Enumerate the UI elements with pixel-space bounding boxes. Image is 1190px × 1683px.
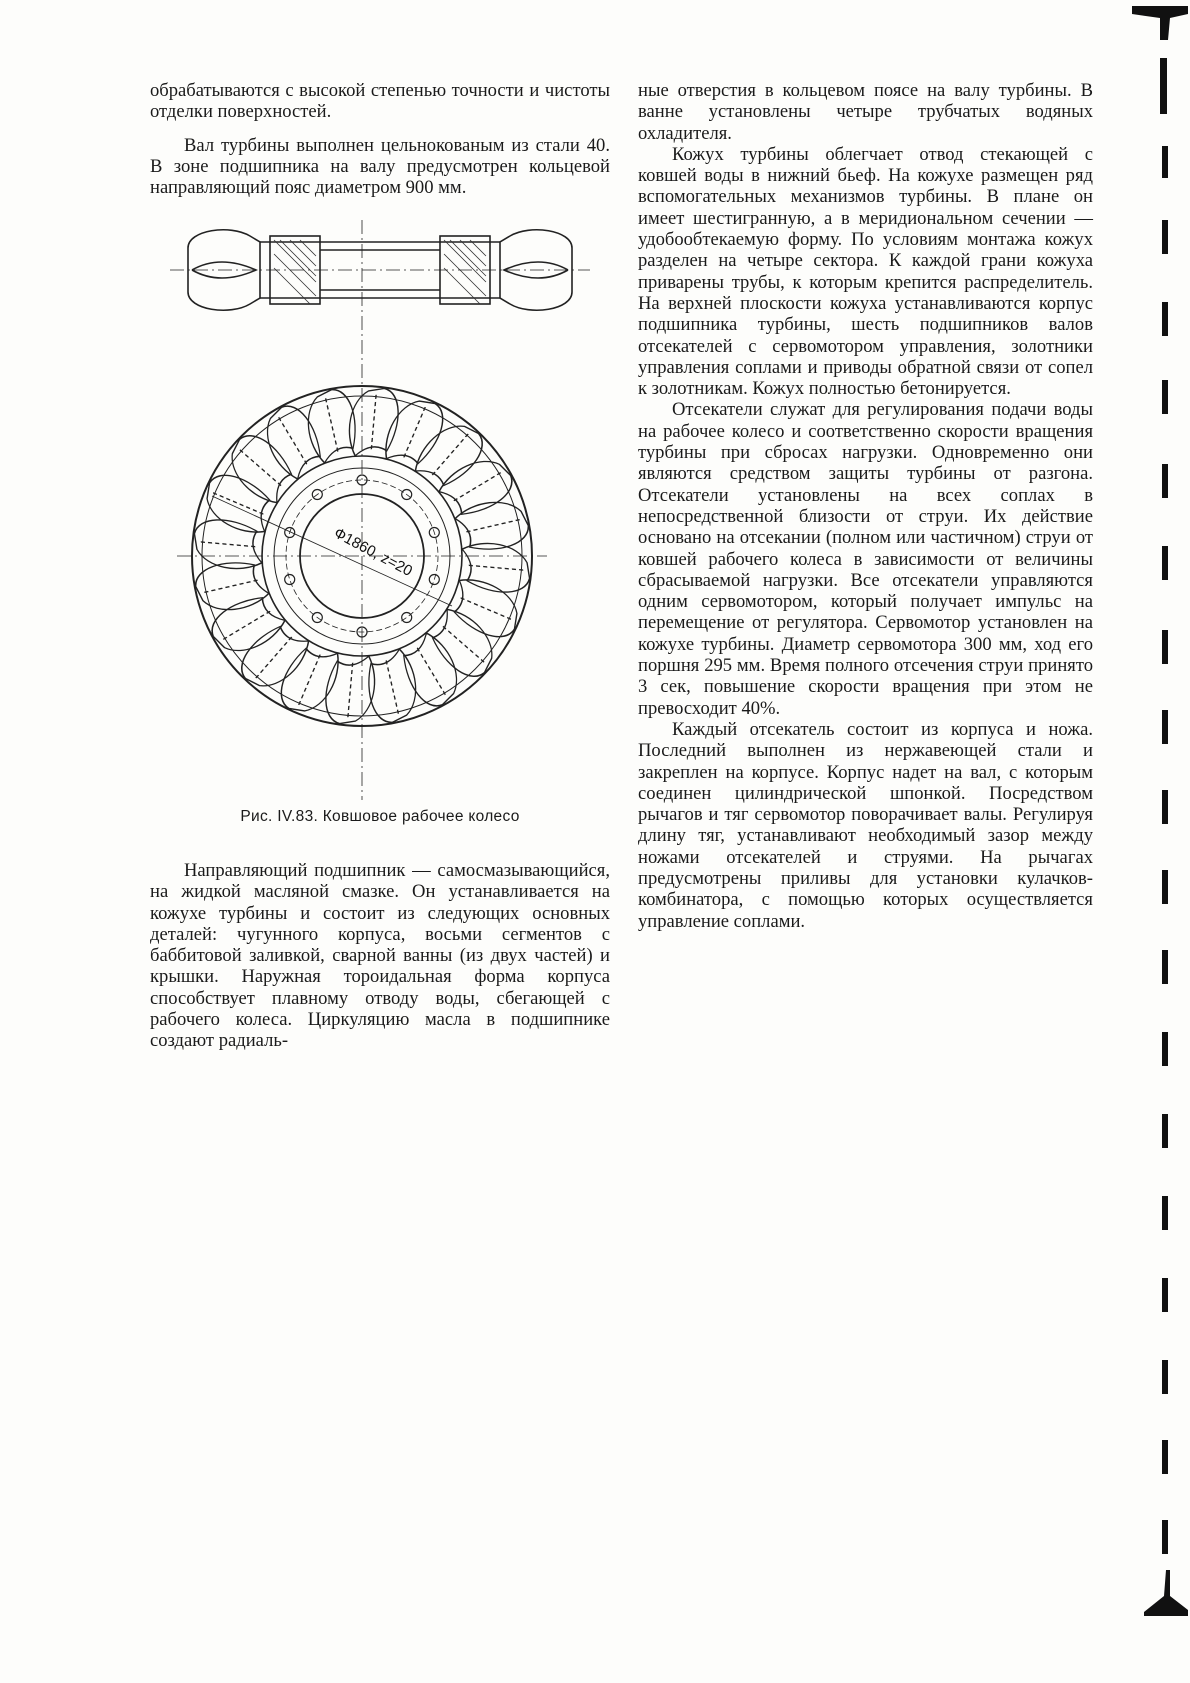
bolt-hole — [285, 575, 295, 585]
bucket — [398, 627, 465, 716]
right-column — [638, 80, 1093, 932]
bucket — [204, 467, 270, 540]
bucket — [429, 602, 499, 687]
bucket — [225, 425, 295, 510]
bucket — [273, 647, 346, 713]
bucket — [453, 572, 519, 645]
bucket-splitter — [371, 392, 376, 449]
paragraph: Каждый отсекатель состоит из корпуса и ножа. Последний выполнен из нержавеющей стали и закреплен на корпусе. Корпус надет на вал, с которым соединен цилиндрической шпонкой. Посредством рычагов и тяг сервомотор поворачивает валы. Регулируя длину тяг, устанавливают необходимый зазор между ножами отсекателей и струями. На рычагах предусмотрены приливы для установки кулачков-комбинатора, с помощью которых осуществляется управление соплами. — [638, 718, 1093, 932]
paragraph: Отсекатели служат для регулирования подачи воды на рабочее колесо и соответственно скорости вращения турбины при сбросах нагрузки. Одновременно они являются средством защиты турбины от разгона. Отсекатели установлены на всех соплах в непосредственной близости от струи. Их действие основано на отсекании (полном или частичном) струи от ковшей рабочего колеса в зависимости от величины сбрасываемой нагрузки. Все отсекатели управляются одним сервомотором, который получает импульс на перемещение от регулятора. Сервомотор установлен на кожухе турбины. Диаметр сервомотора 300 мм, ход его поршня 295 мм. Время полного отсечения струи принято 3 сек, повышение скорости вращения при этом не превосходит 40%. — [638, 399, 1093, 719]
left-column-bottom — [150, 860, 610, 1052]
paragraph: Вал турбины выполнен цельнокованым из стали 40. В зоне подшипника на валу предусмотрен кольцевой направляющий пояс диаметром 900 мм. — [150, 134, 610, 199]
pelton-wheel-figure — [170, 220, 590, 800]
paragraph: обрабатываются с высокой степенью точности и чистоты отделки поверхностей. — [150, 80, 610, 123]
bucket-splitter — [201, 580, 257, 593]
bucket-splitter — [466, 519, 522, 532]
paragraph: ные отверстия в кольцевом поясе на валу турбины. В ванне установлены четыре трубчатых водяных охладителя. — [638, 80, 1093, 144]
scan-binding-marks — [1130, 0, 1190, 1683]
bucket — [378, 398, 451, 464]
bucket-splitter — [325, 395, 338, 451]
bucket — [231, 623, 316, 693]
left-column-top — [150, 80, 610, 198]
bucket-splitter — [469, 565, 526, 570]
bolt-hole — [402, 613, 412, 623]
bucket — [408, 419, 493, 489]
bucket-splitter — [386, 660, 399, 716]
bucket — [202, 592, 291, 659]
paragraph: Направляющий подшипник — самосмазывающийся, на жидкой масляной смазке. Он устанавливается на кожухе турбины и состоит из следующих основных деталей: чугунного корпуса, восьми сегментов с баббитовой заливкой, сварной ванны (из двух частей) и крышки. Наружная тороидальная форма корпуса способствует плавному отводу воды, сбегающей с рабочего колеса. Циркуляцию масла в подшипнике создают радиаль- — [150, 860, 610, 1052]
figure-caption: Рис. IV.83. Ковшовое рабочее колесо — [240, 808, 520, 825]
bucket — [259, 396, 326, 485]
bucket — [433, 453, 522, 520]
diameter-label: Ф1860, z=20 — [331, 524, 416, 580]
paragraph: Кожух турбины облегчает отвод стекающей с ковшей воды в нижний бьеф. На кожухе размещен ряд вспомогательных механизмов турбины. В плане он имеет шестигранную, а в меридиональном сечении — удобообтекаемую форму. По условиям монтажа кожух разделен на четыре сектора. К каждой грани кожуха приварены трубы, к которым крепится распределитель. На верхней плоскости кожуха устанавливаются корпус подшипника турбины, шесть подшипников валов отсекателей с сервомотором управления, золотники управления соплами и приводы обратной связи от сопел к золотникам. Кожух полностью бетонируется. — [638, 143, 1093, 400]
bucket-splitter — [348, 663, 353, 720]
bucket-splitter — [198, 542, 255, 547]
